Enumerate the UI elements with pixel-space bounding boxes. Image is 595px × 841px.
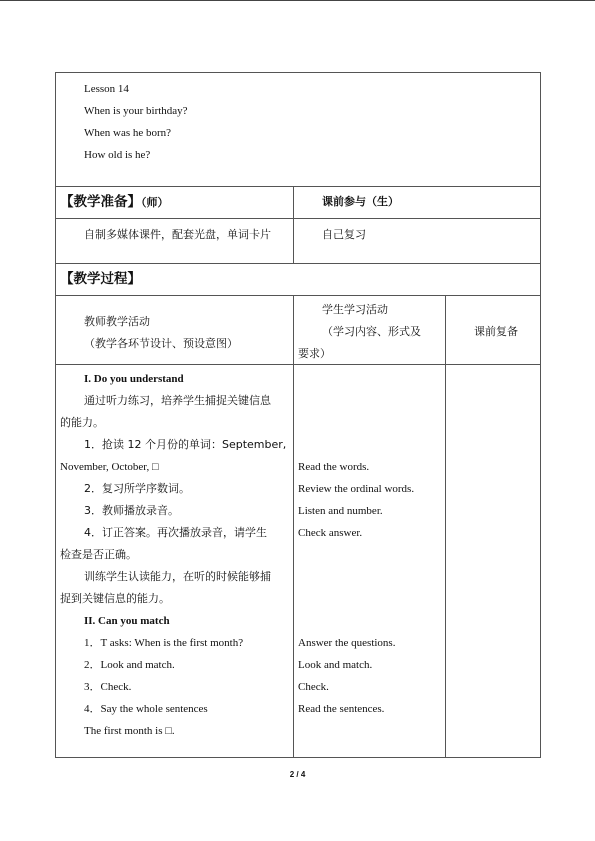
lesson-question: When was he born? xyxy=(84,127,172,139)
process-title: 【教学过程】 xyxy=(60,271,141,287)
column-divider xyxy=(293,186,294,263)
teacher-column-header: 教师教学活动 xyxy=(84,315,150,328)
teacher-activity-line: November, October, □ xyxy=(60,461,159,473)
student-activity-line: Check. xyxy=(298,681,329,693)
row-divider xyxy=(55,364,541,365)
column-divider xyxy=(293,295,294,758)
lesson-question: When is your birthday? xyxy=(84,105,188,117)
teacher-activity-line: 4．Say the whole sentences xyxy=(84,703,208,715)
teacher-activity-line: 2．复习所学序数词。 xyxy=(84,482,190,495)
preparation-teacher-content: 自制多媒体课件，配套光盘，单词卡片 xyxy=(84,228,271,241)
section-heading-listening: I. Do you understand xyxy=(84,373,184,385)
student-activity-line: Check answer. xyxy=(298,527,363,539)
lesson-plan-table xyxy=(55,72,541,758)
teacher-activity-line: 检查是否正确。 xyxy=(60,548,137,561)
page-top-rule xyxy=(0,0,595,1)
teacher-activity-line: 3．Check. xyxy=(84,681,132,693)
teacher-activity-line: 4．订正答案。再次播放录音，请学生 xyxy=(84,526,267,539)
row-divider xyxy=(55,218,541,219)
page-number: 2 / 4 xyxy=(289,770,306,779)
teacher-activity-line: 3．教师播放录音。 xyxy=(84,504,179,517)
row-divider xyxy=(55,295,541,296)
teacher-activity-line: 2．Look and match. xyxy=(84,659,175,671)
student-activity-line: Read the sentences. xyxy=(298,703,385,715)
preparation-title: 【教学准备】 xyxy=(60,194,141,210)
section-heading-matching: II. Can you match xyxy=(84,615,170,627)
row-divider xyxy=(55,186,541,187)
teacher-activity-line: 训练学生认读能力，在听的时候能够捕 xyxy=(84,570,271,583)
preparation-teacher-header xyxy=(60,195,169,210)
student-column-subheader: 要求） xyxy=(298,347,331,360)
column-divider xyxy=(445,295,446,758)
student-activity-line: Look and match. xyxy=(298,659,373,671)
preparation-teacher-suffix: （师） xyxy=(141,196,169,209)
teacher-activity-line: 1．T asks: When is the first month? xyxy=(84,637,244,649)
student-activity-line: Answer the questions. xyxy=(298,637,396,649)
teacher-column-subheader: （教学各环节设计、预设意图） xyxy=(84,337,238,350)
student-activity-line: Read the words. xyxy=(298,461,370,473)
teacher-activity-line: The first month is □. xyxy=(84,725,175,737)
teacher-activity-line: 的能力。 xyxy=(60,416,104,429)
preparation-student-header: 课前参与（生） xyxy=(322,195,399,208)
review-column-header: 课前复备 xyxy=(474,325,518,338)
lesson-title: Lesson 14 xyxy=(84,83,129,95)
teacher-activity-line: 通过听力练习，培养学生捕捉关键信息 xyxy=(84,394,271,407)
student-column-subheader: （学习内容、形式及 xyxy=(322,325,421,338)
student-column-header: 学生学习活动 xyxy=(322,303,388,316)
student-activity-line: Listen and number. xyxy=(298,505,383,517)
student-activity-line: Review the ordinal words. xyxy=(298,483,415,495)
lesson-question: How old is he? xyxy=(84,149,151,161)
row-divider xyxy=(55,263,541,264)
preparation-student-content: 自己复习 xyxy=(322,228,366,241)
teacher-activity-line: 1．抢读 12 个月份的单词：September, xyxy=(84,438,287,451)
teacher-activity-line: 捉到关键信息的能力。 xyxy=(60,592,170,605)
